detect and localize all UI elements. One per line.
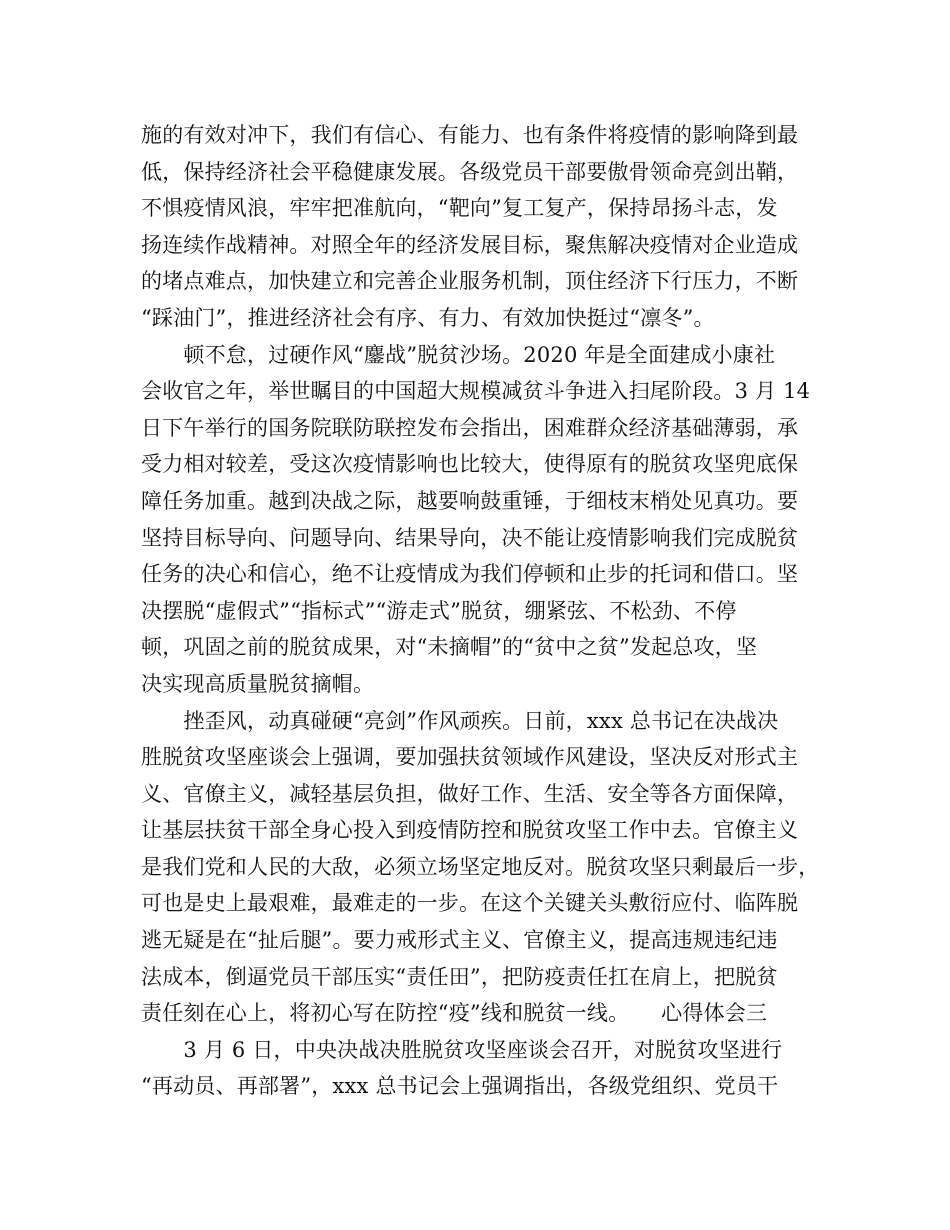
body-text bbox=[141, 117, 821, 1105]
text-line: 决摆脱“虚假式”“指标式”“游走式”脱贫，绷紧弦、不松劲、不停 bbox=[141, 598, 737, 623]
text-line: 让基层扶贫干部全身心投入到疫情防控和脱贫攻坚工作中去。官僚主义 bbox=[141, 818, 799, 843]
text-line: 法成本，倒逼党员干部压实“责任田”，把防疫责任扛在肩上，把脱贫 bbox=[141, 964, 778, 989]
text-line: “踩油门”，推进经济社会有序、有力、有效加快挺过“凛冬”。 bbox=[141, 305, 715, 330]
text-line: 3 月 6 日，中央决战决胜脱贫攻坚座谈会召开，对脱贫攻坚进行 bbox=[141, 1037, 783, 1062]
text-line: 不惧疫情风浪，牢牢把准航向，“靶向”复工复产，保持昂扬斗志，发 bbox=[141, 196, 778, 221]
text-line: 责任刻在心上，将初心写在防控“疫”线和脱贫一线。 心得体会三 bbox=[141, 1001, 768, 1026]
text-line: 可也是史上最艰难，最难走的一步。在这个关键关头敷衍应付、临阵脱 bbox=[141, 891, 799, 916]
text-line: 受力相对较差，受这次疫情影响也比较大，使得原有的脱贫攻坚兜底保 bbox=[141, 452, 799, 477]
text-line: 日下午举行的国务院联防联控发布会指出，困难群众经济基础薄弱，承 bbox=[141, 415, 799, 440]
text-line: 低，保持经济社会平稳健康发展。各级党员干部要傲骨领命亮剑出鞘， bbox=[141, 159, 799, 184]
text-line: 坚持目标导向、问题导向、结果导向，决不能让疫情影响我们完成脱贫 bbox=[141, 525, 799, 550]
text-line: 障任务加重。越到决战之际，越要响鼓重锤，于细枝末梢处见真功。要 bbox=[141, 488, 799, 513]
text-line: 逃无疑是在“扯后腿”。要力戒形式主义、官僚主义，提高违规违纪违 bbox=[141, 928, 778, 953]
text-line: 顿不怠，过硬作风“鏖战”脱贫沙场。2020 年是全面建成小康社 bbox=[141, 342, 776, 367]
text-line: 会收官之年，举世瞩目的中国超大规模减贫斗争进入扫尾阶段。3 月 14 bbox=[141, 379, 811, 404]
text-line: 义、官僚主义，减轻基层负担，做好工作、生活、安全等各方面保障， bbox=[141, 781, 799, 806]
text-line: 施的有效对冲下，我们有信心、有能力、也有条件将疫情的影响降到最 bbox=[141, 123, 799, 147]
text-line: 挫歪风，动真碰硬“亮剑”作风顽疾。日前，xxx 总书记在决战决 bbox=[141, 708, 779, 733]
text-line: 顿，巩固之前的脱贫成果，对“未摘帽”的“贫中之贫”发起总攻，坚 bbox=[141, 635, 758, 660]
text-line: “再动员、再部署”，xxx 总书记会上强调指出，各级党组织、党员干 bbox=[141, 1074, 779, 1099]
text-line: 的堵点难点，加快建立和完善企业服务机制，顶住经济下行压力，不断 bbox=[141, 269, 799, 294]
text-line: 任务的决心和信心，绝不让疫情成为我们停顿和止步的托词和借口。坚 bbox=[141, 562, 799, 587]
text-line: 胜脱贫攻坚座谈会上强调，要加强扶贫领域作风建设，坚决反对形式主 bbox=[141, 745, 799, 770]
text-line: 扬连续作战精神。对照全年的经济发展目标，聚焦解决疫情对企业造成 bbox=[141, 232, 799, 257]
text-line: 决实现高质量脱贫摘帽。 bbox=[141, 671, 375, 696]
text-line: 是我们党和人民的大敌，必须立场坚定地反对。脱贫攻坚只剩最后一步， bbox=[141, 854, 820, 879]
